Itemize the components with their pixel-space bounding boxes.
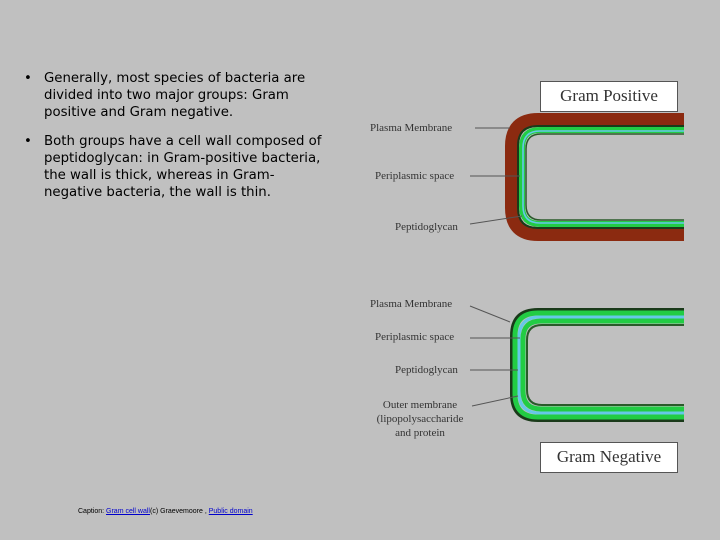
outer-membrane-layer — [515, 313, 684, 417]
peptidoglycan-thin — [519, 317, 684, 413]
caption-source-link[interactable]: Gram cell wall — [106, 508, 150, 515]
caption-prefix: Caption: — [78, 508, 105, 515]
wall-outline — [518, 126, 684, 228]
membrane-line — [523, 131, 684, 223]
outer-membrane-label — [364, 398, 476, 440]
periplasmic-layer — [523, 321, 684, 409]
caption-license-link[interactable]: Public domain — [208, 508, 253, 515]
peptidoglycan-label: Peptidoglycan — [395, 221, 458, 233]
gram-negative-wall — [512, 310, 684, 420]
caption-author: (c) Graevemoore , — [149, 508, 207, 515]
plasma-membrane-label: Plasma Membrane — [370, 122, 453, 134]
bullet-text: Generally, most species of bacteria are divided into two major groups: Gram positive and Gram negative. — [44, 71, 306, 120]
bullet-symbol: • — [24, 71, 32, 86]
plasma-line — [527, 325, 684, 405]
outer-membrane-line-3: and protein — [395, 427, 445, 439]
bullet-item — [22, 70, 322, 121]
image-caption — [78, 508, 253, 515]
gram-positive-title: Gram Positive — [540, 81, 678, 112]
outer-membrane-line-1: Outer membrane — [382, 399, 458, 411]
gram-positive-wall — [512, 120, 684, 234]
plasma-membrane-label: Plasma Membrane — [370, 298, 453, 310]
bullet-list — [22, 70, 322, 213]
gram-cell-wall-diagram — [360, 76, 690, 476]
periplasmic-space-label: Periplasmic space — [375, 331, 455, 343]
bullet-text: Both groups have a cell wall composed of peptidoglycan: in Gram-positive bacteria, the wall is thick, whereas in Gram-negative bacteria, the wall is thin. — [44, 134, 322, 200]
peptidoglycan-layer — [512, 120, 684, 234]
periplasmic-layer — [522, 130, 684, 224]
plasma-line — [526, 134, 684, 220]
bullet-item — [22, 133, 322, 201]
outer-membrane-line — [512, 310, 684, 420]
outer-membrane-line-2: (lipopolysaccharide — [376, 413, 464, 425]
periplasmic-space-label: Periplasmic space — [375, 170, 455, 182]
peptidoglycan-label: Peptidoglycan — [395, 364, 458, 376]
bullet-symbol: • — [24, 134, 32, 149]
gram-negative-title: Gram Negative — [540, 442, 678, 473]
